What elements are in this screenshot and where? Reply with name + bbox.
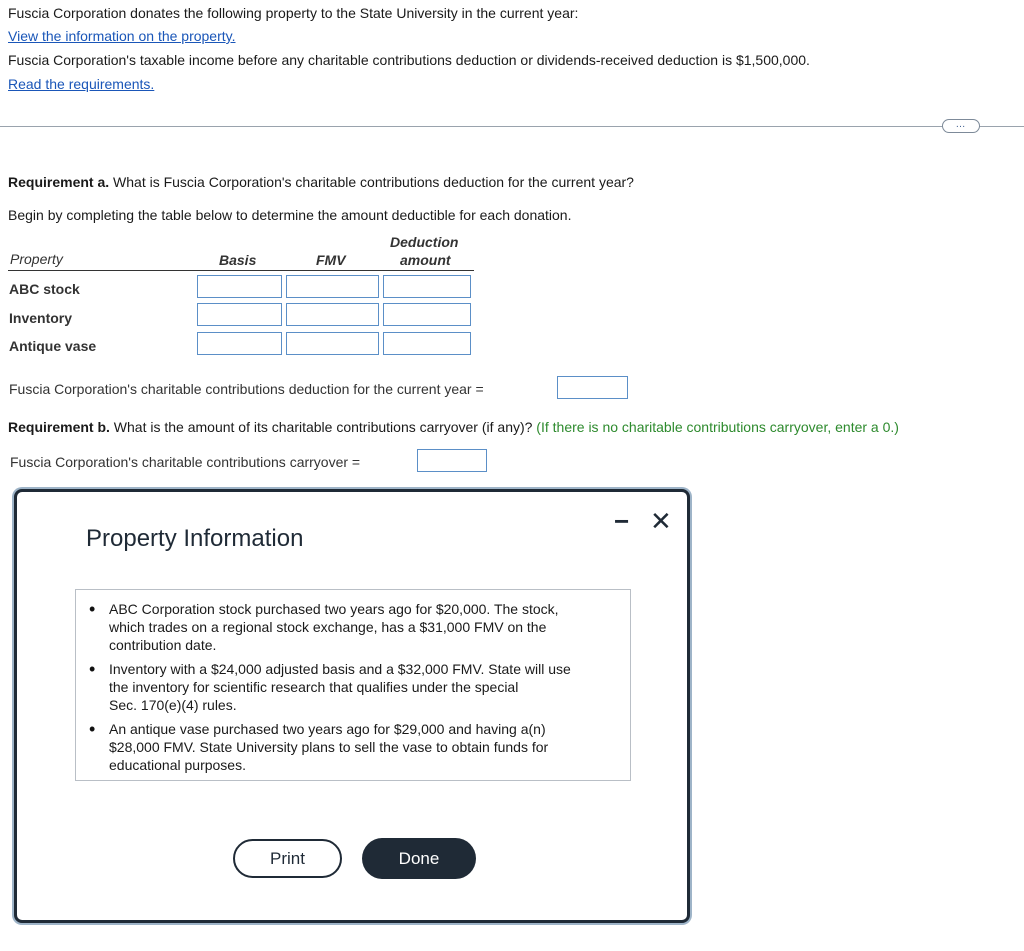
antique-vase-basis-input[interactable]: [197, 332, 282, 355]
list-item: • ABC Corporation stock purchased two years ago for $20,000. The stock, which trades on a regional stock exchange, has a $31,000 FMV on the contribution date.: [109, 600, 614, 654]
close-icon[interactable]: ✕: [650, 506, 672, 536]
minimize-icon[interactable]: −: [614, 506, 630, 536]
deduction-header-line1: Deduction: [390, 234, 459, 250]
fmv-header: FMV: [316, 252, 346, 268]
inventory-deduction-input[interactable]: [383, 303, 471, 326]
section-divider: [0, 126, 1024, 127]
property-header: Property: [10, 251, 63, 267]
done-button[interactable]: Done: [362, 838, 476, 879]
intro-text: Fuscia Corporation donates the following property to the State University in the current year:: [8, 5, 579, 21]
list-item: • Inventory with a $24,000 adjusted basis and a $32,000 FMV. State will use the inventory for scientific research that qualifies under the special Sec. 170(e)(4) rules.: [109, 660, 614, 714]
list-item: • An antique vase purchased two years ago for $29,000 and having a(n) $28,000 FMV. State University plans to sell the vase to obtain funds for educational purposes.: [109, 720, 614, 774]
row-label-antique-vase: Antique vase: [9, 338, 97, 354]
abc-stock-deduction-input[interactable]: [383, 275, 471, 298]
inventory-fmv-input[interactable]: [286, 303, 379, 326]
requirement-a-question: [8, 174, 634, 190]
dialog-title: Property Information: [86, 525, 304, 552]
requirement-b-text: What is the amount of its charitable contributions carryover (if any)?: [109, 419, 533, 435]
taxable-income-text: Fuscia Corporation's taxable income before any charitable contributions deduction or dividends-received deduction is $1,500,000.: [8, 52, 810, 68]
property-info-box: [75, 589, 631, 781]
requirement-a-text: What is Fuscia Corporation's charitable contributions deduction for the current year?: [109, 174, 634, 190]
abc-stock-fmv-input[interactable]: [286, 275, 379, 298]
requirement-a-label: Requirement a.: [8, 174, 110, 190]
basis-header: Basis: [219, 252, 257, 268]
deduction-total-input[interactable]: [557, 376, 628, 399]
deduction-total-label: Fuscia Corporation's charitable contributions deduction for the current year =: [9, 381, 484, 397]
table-header-rule: [8, 270, 474, 271]
row-label-abc-stock: ABC stock: [9, 281, 80, 297]
abc-stock-basis-input[interactable]: [197, 275, 282, 298]
antique-vase-deduction-input[interactable]: [383, 332, 471, 355]
view-property-link[interactable]: View the information on the property.: [8, 28, 236, 44]
read-requirements-link[interactable]: Read the requirements.: [8, 76, 155, 92]
row-label-inventory: Inventory: [9, 310, 73, 326]
antique-vase-fmv-input[interactable]: [286, 332, 379, 355]
requirement-b-question: [8, 419, 899, 435]
more-options-button[interactable]: …: [942, 119, 980, 133]
requirement-b-hint: (If there is no charitable contributions carryover, enter a 0.): [532, 419, 899, 435]
carryover-label: Fuscia Corporation's charitable contributions carryover =: [10, 454, 361, 470]
print-button[interactable]: Print: [233, 839, 342, 878]
property-list: [76, 590, 630, 774]
requirement-b-label: Requirement b.: [8, 419, 110, 435]
requirement-a-instruction: Begin by completing the table below to determine the amount deductible for each donation.: [8, 207, 572, 223]
deduction-header-line2: amount: [400, 252, 451, 268]
inventory-basis-input[interactable]: [197, 303, 282, 326]
carryover-input[interactable]: [417, 449, 487, 472]
